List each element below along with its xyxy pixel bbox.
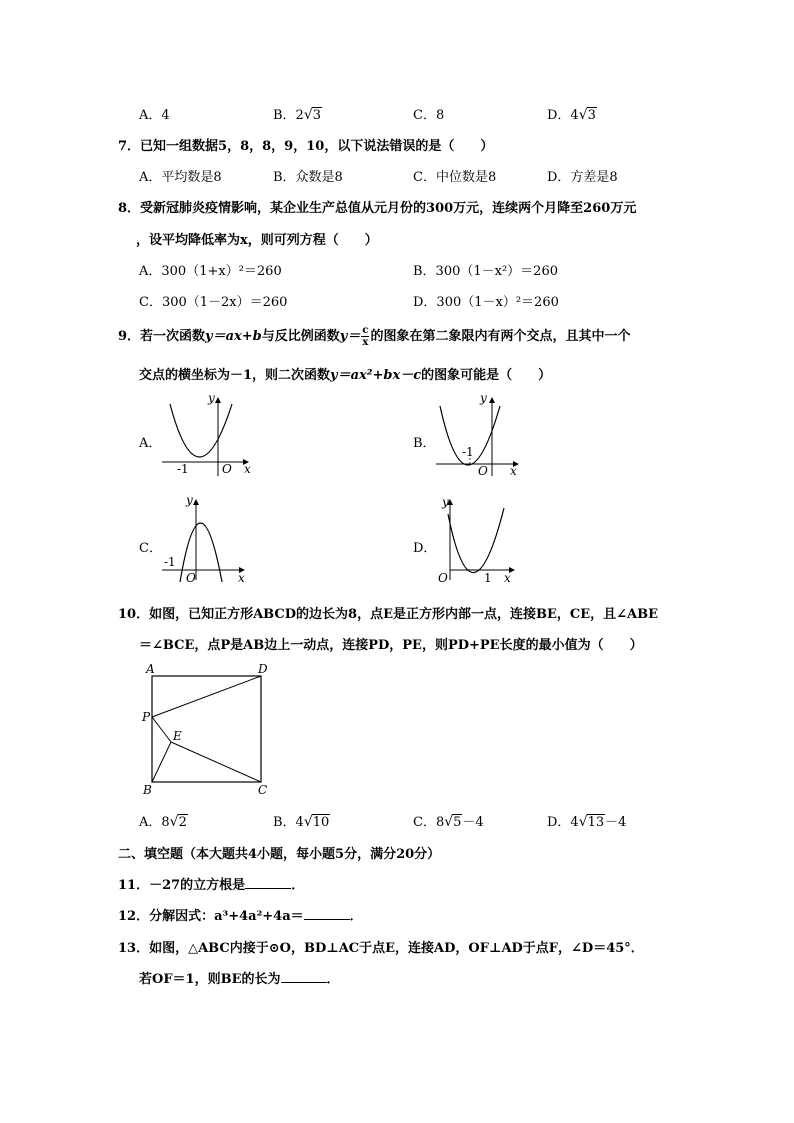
- one-label: 1: [484, 571, 492, 585]
- answer-blank[interactable]: [281, 970, 327, 983]
- neg-one-label: -1: [177, 462, 189, 476]
- q10-square-figure: [140, 660, 280, 800]
- q6-option-c: C．8: [413, 108, 445, 123]
- q7-stem: 7．已知一组数据5，8，8，9，10，以下说法错误的是（ ）: [118, 139, 494, 154]
- q10-option-a: A．8√2: [139, 814, 187, 830]
- q9-stem-line1: 9．若一次函数y＝ax+b与反比例函数y＝ $\frac{c}{x}$ 的图象在第二象限内有两个交点，且其中一个: [118, 325, 631, 348]
- q8-stem-line2: ，设平均降低率为x，则可列方程（ ）: [136, 233, 378, 248]
- section-heading: 二、填空题（本大题共4小题，每小题5分，满分20分）: [118, 847, 441, 862]
- sqrt-symbol: √5: [444, 814, 462, 830]
- segment-be: [152, 742, 171, 782]
- q8-option-c: C．300（1－2x）＝260: [139, 295, 288, 310]
- q8-option-a: A．300（1+x）²＝260: [139, 264, 282, 279]
- answer-blank[interactable]: [245, 876, 291, 889]
- x-label: x: [238, 571, 245, 585]
- label-b: B: [143, 783, 152, 797]
- neg-one-label: -1: [164, 555, 176, 569]
- q9-graph-b: [434, 392, 534, 478]
- q9-option-b-label: B．: [413, 436, 436, 451]
- sqrt-symbol: √10: [303, 814, 330, 830]
- sqrt-symbol: √2: [169, 814, 187, 830]
- y-label: y: [208, 391, 215, 405]
- square-abcd: [152, 676, 261, 782]
- label-d: D: [258, 662, 268, 676]
- label-e: E: [173, 729, 182, 743]
- y-label: y: [442, 495, 449, 509]
- q9-graph-d: [434, 494, 534, 584]
- q12: 12．分解因式：a³+4a²+4a＝ ．: [118, 909, 363, 924]
- q10-stem-line1: 10．如图，已知正方形ABCD的边长为8，点E是正方形内部一点，连接BE，CE，且∠ABE: [118, 607, 659, 622]
- q8-option-d: D．300（1－x）²＝260: [413, 295, 559, 310]
- fraction: $\frac{c}{x}$: [362, 325, 369, 348]
- origin-label: O: [478, 464, 488, 478]
- parabola-curve: [448, 508, 504, 573]
- q10-option-d: D．4√13－4: [547, 814, 627, 830]
- segment-pe: [152, 717, 171, 742]
- q13-line2: 若OF＝1，则BE的长为 ．: [139, 972, 340, 987]
- y-label: y: [480, 391, 487, 405]
- q9-option-a-label: A．: [139, 436, 162, 451]
- q6-option-d: D．4√3: [547, 107, 596, 123]
- q6-option-a: A．4: [139, 108, 170, 123]
- x-label: x: [244, 462, 251, 476]
- q8-option-b: B．300（1－x²）＝260: [413, 264, 558, 279]
- neg-one-label: -1: [462, 445, 474, 459]
- origin-label: O: [186, 571, 196, 585]
- q13-line1: 13．如图，△ABC内接于⊙O，BD⊥AC于点E，连接AD，OF⊥AD于点F，∠D＝45°．: [118, 941, 644, 956]
- q11: 11．－27的立方根是 ．: [118, 878, 305, 893]
- q7-option-a: A．平均数是8: [139, 170, 222, 185]
- sqrt-symbol: √3: [578, 107, 596, 123]
- q6-option-b: B．2√3: [273, 107, 322, 123]
- origin-label: O: [222, 462, 232, 476]
- q10-stem-line2: ＝∠BCE，点P是AB边上一动点，连接PD，PE，则PD+PE长度的最小值为（ ）: [139, 638, 643, 653]
- q8-stem-line1: 8．受新冠肺炎疫情影响，某企业生产总值从元月份的300万元，连续两个月降至260万元: [118, 201, 637, 216]
- label-a: A: [146, 662, 155, 676]
- segment-ce: [171, 742, 261, 782]
- sqrt-symbol: √13: [578, 814, 605, 830]
- q10-option-c: C．8√5－4: [413, 814, 484, 830]
- q7-option-c: C．中位数是8: [413, 170, 497, 185]
- q9-graph-c: [160, 494, 260, 584]
- sqrt-symbol: √3: [303, 107, 322, 123]
- label-p: P: [142, 710, 151, 724]
- q7-option-b: B．众数是8: [273, 170, 343, 185]
- q9-option-c-label: C．: [139, 541, 162, 556]
- x-label: x: [504, 571, 511, 585]
- parabola-curve: [170, 404, 232, 457]
- origin-label: O: [438, 571, 448, 585]
- answer-blank[interactable]: [304, 907, 350, 920]
- q9-graph-a: [160, 392, 260, 478]
- segment-pd: [152, 676, 261, 717]
- y-label: y: [186, 493, 193, 507]
- q10-option-b: B．4√10: [273, 814, 330, 830]
- q7-option-d: D．方差是8: [547, 170, 618, 185]
- q9-stem-line2: 交点的横坐标为－1，则二次函数y＝ax²+bx－c的图象可能是（ ）: [139, 368, 552, 383]
- q9-option-d-label: D．: [413, 541, 437, 556]
- x-label: x: [510, 464, 517, 478]
- label-c: C: [258, 783, 268, 797]
